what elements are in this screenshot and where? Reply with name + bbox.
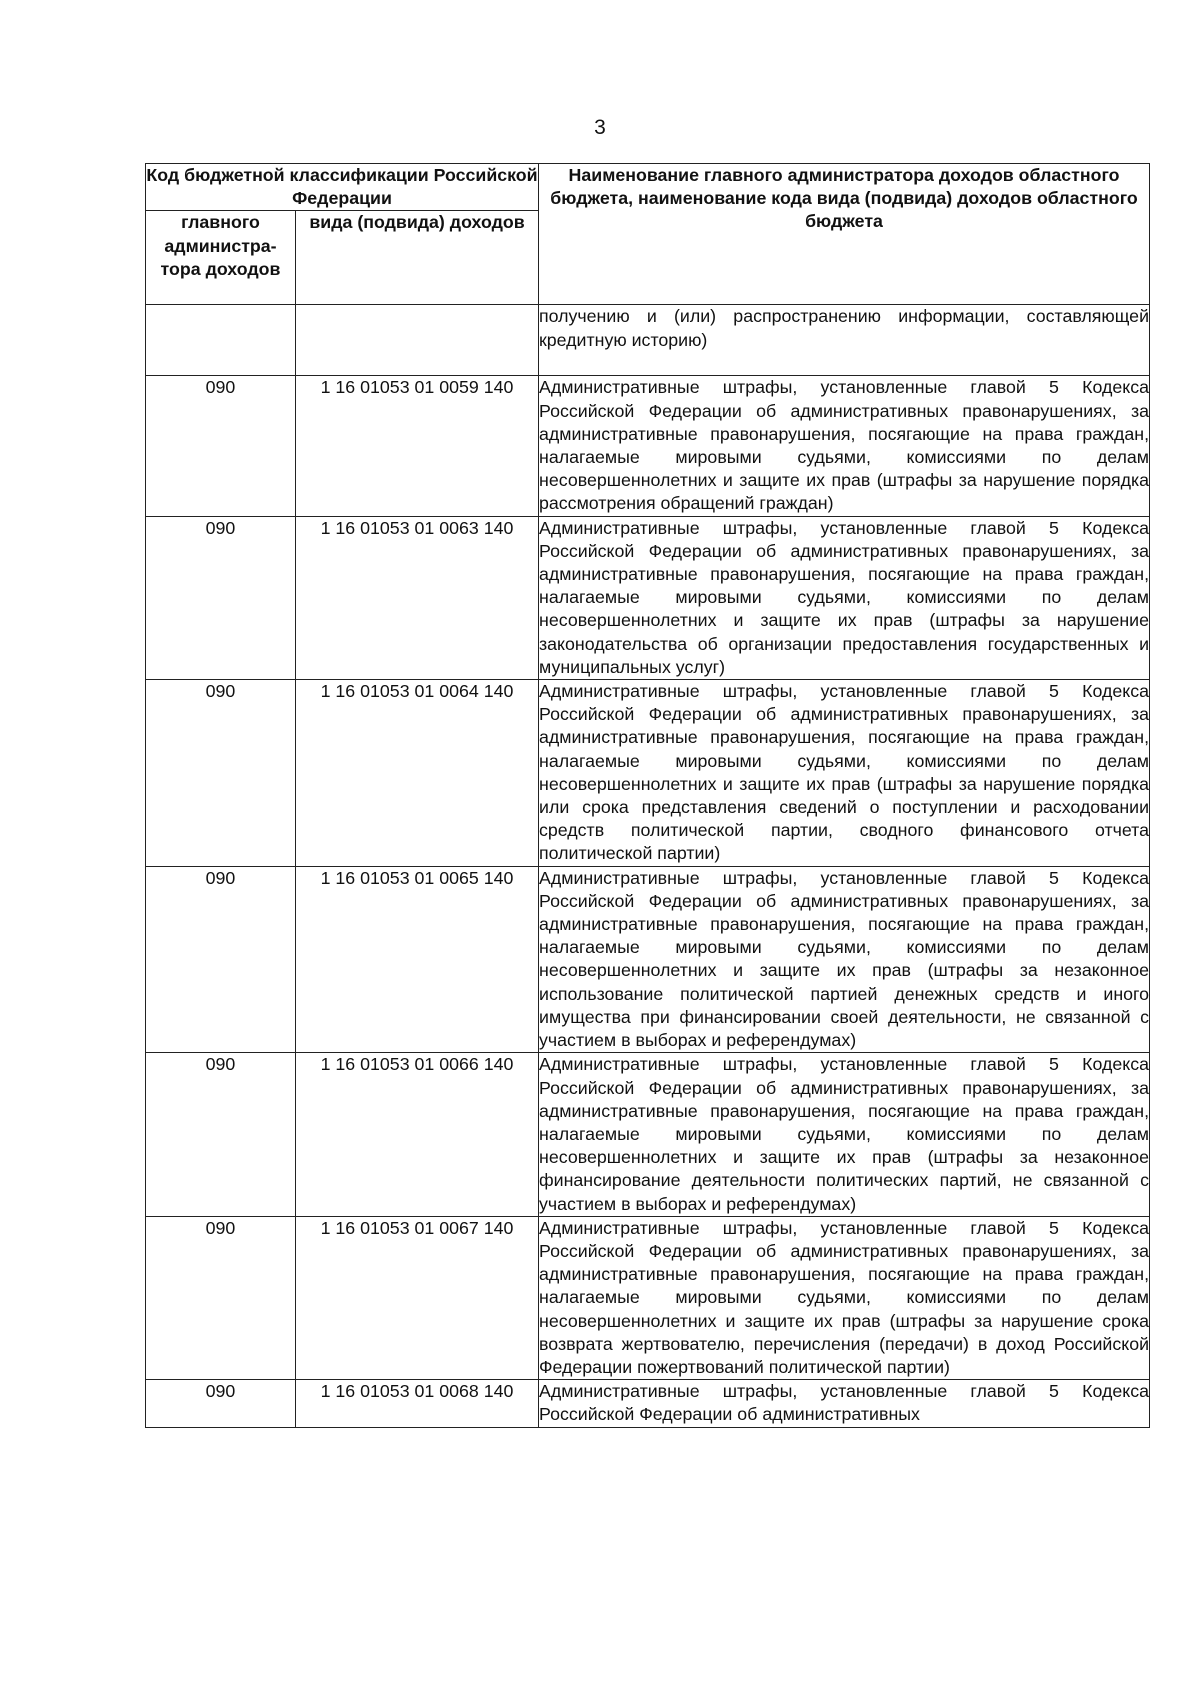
admin-code-cell: 090 (146, 1380, 296, 1427)
budget-classification-table (145, 163, 1150, 1428)
admin-code-cell: 090 (146, 680, 296, 867)
income-code-cell: 1 16 01053 01 0068 140 (296, 1380, 539, 1427)
income-code-cell: 1 16 01053 01 0063 140 (296, 516, 539, 679)
admin-code-cell: 090 (146, 866, 296, 1053)
table-row (146, 680, 1150, 867)
table-row (146, 376, 1150, 516)
income-code-cell: 1 16 01053 01 0064 140 (296, 680, 539, 867)
admin-code-cell: 090 (146, 516, 296, 679)
table-row (146, 1053, 1150, 1216)
table-row (146, 1380, 1150, 1427)
description-cell: Административные штрафы, установленные главой 5 Кодекса Российской Федерации об административных правонарушениях, за административные правонарушения, посягающие на права граждан, налагаемые мировыми судьями, комиссиями по делам несовершеннолетних и защите их прав (штрафы за незаконное финансирование деятельности политических партий, не связанной с участием в выборах и референдумах) (539, 1053, 1150, 1216)
description-cell: Административные штрафы, установленные главой 5 Кодекса Российской Федерации об административных правонарушениях, за административные правонарушения, посягающие на права граждан, налагаемые мировыми судьями, комиссиями по делам несовершеннолетних и защите их прав (штрафы за нарушение законодательства об организации предоставления государственных и муниципальных услуг) (539, 516, 1150, 679)
header-admin-column: главного администра-тора доходов (146, 211, 296, 305)
admin-code-cell: 090 (146, 376, 296, 516)
income-code-cell: 1 16 01053 01 0066 140 (296, 1053, 539, 1216)
table-row (146, 866, 1150, 1053)
description-cell: получению и (или) распространению информации, составляющей кредитную историю) (539, 305, 1150, 376)
description-cell: Административные штрафы, установленные главой 5 Кодекса Российской Федерации об административных правонарушениях, за административные правонарушения, посягающие на права граждан, налагаемые мировыми судьями, комиссиями по делам несовершеннолетних и защите их прав (штрафы за нарушение порядка рассмотрения обращений граждан) (539, 376, 1150, 516)
admin-code-cell (146, 305, 296, 376)
description-cell: Административные штрафы, установленные главой 5 Кодекса Российской Федерации об административных правонарушениях, за административные правонарушения, посягающие на права граждан, налагаемые мировыми судьями, комиссиями по делам несовершеннолетних и защите их прав (штрафы за нарушение срока возврата жертвователю, перечисления (передачи) в доход Российской Федерации пожертвований политической партии) (539, 1216, 1150, 1379)
income-code-cell: 1 16 01053 01 0059 140 (296, 376, 539, 516)
header-name-column: Наименование главного администратора доходов областного бюджета, наименование кода вида (подвида) доходов областного бюджета (539, 164, 1150, 305)
table-row (146, 1216, 1150, 1379)
page-number: 3 (594, 116, 606, 139)
table-row (146, 516, 1150, 679)
admin-code-cell: 090 (146, 1216, 296, 1379)
income-code-cell: 1 16 01053 01 0067 140 (296, 1216, 539, 1379)
admin-code-cell: 090 (146, 1053, 296, 1216)
income-code-cell (296, 305, 539, 376)
description-cell: Административные штрафы, установленные главой 5 Кодекса Российской Федерации об административных (539, 1380, 1150, 1427)
table-row (146, 305, 1150, 376)
income-code-cell: 1 16 01053 01 0065 140 (296, 866, 539, 1053)
header-group-budget-code: Код бюджетной классификации Российской Федерации (146, 164, 539, 211)
description-cell: Административные штрафы, установленные главой 5 Кодекса Российской Федерации об административных правонарушениях, за административные правонарушения, посягающие на права граждан, налагаемые мировыми судьями, комиссиями по делам несовершеннолетних и защите их прав (штрафы за нарушение порядка или срока представления сведений о поступлении и расходовании средств политической партии, сводного финансового отчета политической партии) (539, 680, 1150, 867)
header-code-column: вида (подвида) доходов (296, 211, 539, 305)
description-cell: Административные штрафы, установленные главой 5 Кодекса Российской Федерации об административных правонарушениях, за административные правонарушения, посягающие на права граждан, налагаемые мировыми судьями, комиссиями по делам несовершеннолетних и защите их прав (штрафы за незаконное использование политической партией денежных средств и иного имущества при финансировании своей деятельности, не связанной с участием в выборах и референдумах) (539, 866, 1150, 1053)
